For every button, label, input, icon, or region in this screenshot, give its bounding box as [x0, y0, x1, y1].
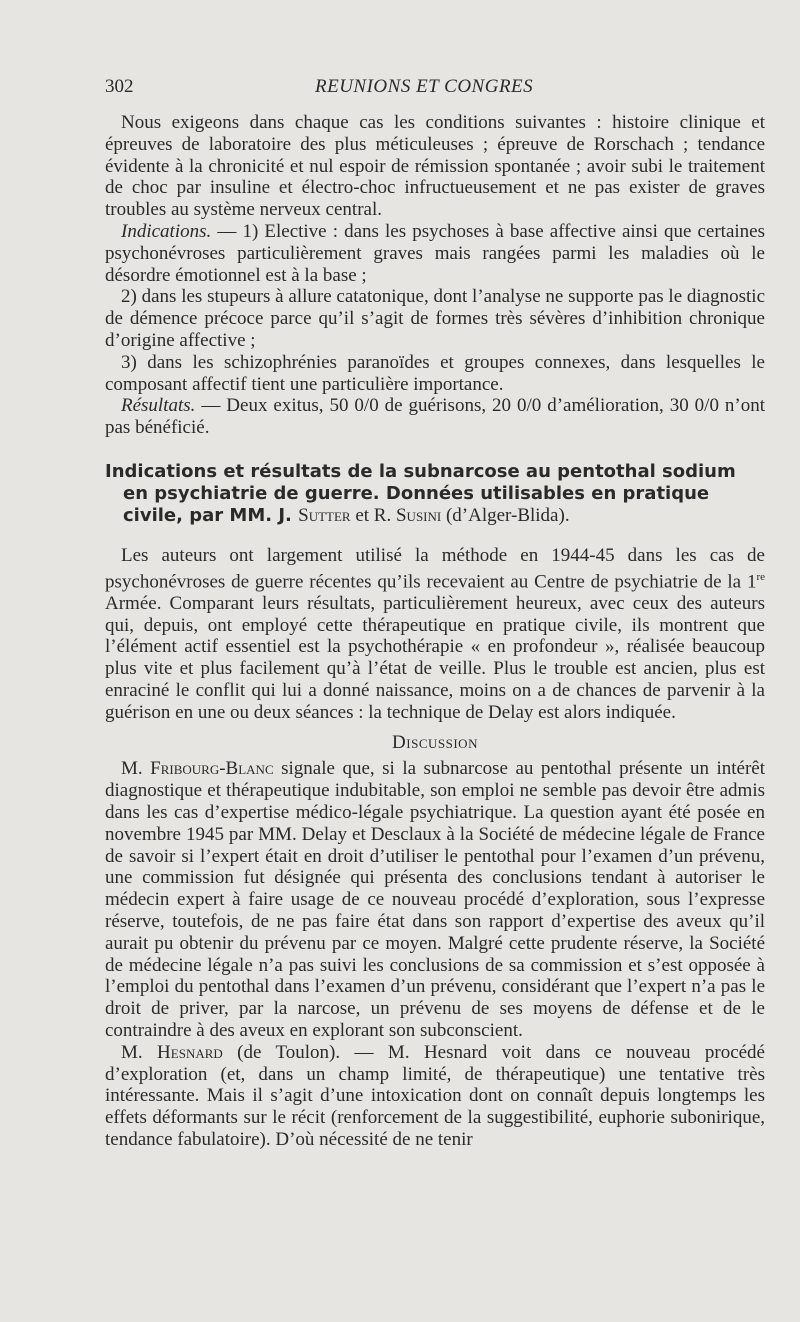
paragraph-fribourg-blanc: [105, 758, 765, 1041]
indications-label: Indications.: [121, 220, 212, 242]
section-title-text: Indications et résultats de la subnarcose au pentothal sodium en psychiatrie de guerre. Données utilisables en pratique civile, par MM. J.: [105, 460, 736, 526]
paragraph-resultats: [105, 395, 765, 439]
superscript-re: re: [756, 570, 765, 583]
paragraph-auteurs: [105, 545, 765, 724]
speaker1-prefix: M.: [121, 758, 151, 780]
speaker2-prefix: M.: [121, 1041, 158, 1063]
indications-text: — 1) Elective : dans les psychoses à base affective ainsi que certaines psychonévroses particulièrement graves mais rangées parmi les maladies où le désordre émotionnel est à la base ;: [105, 220, 765, 286]
paragraph-schizophrenies: 3) dans les schizophrénies paranoïdes et groupes connexes, dans lesquelles le composant affectif tient une particulière importance.: [105, 351, 765, 395]
speaker-hesnard: Hesnard: [157, 1041, 223, 1063]
page-header: [105, 76, 765, 102]
author-sutter: Sutter: [298, 504, 351, 526]
section-title-and: et R.: [350, 504, 396, 526]
fribourg-blanc-text: signale que, si la subnarcose au pentothal présente un intérêt diagnostique et thérapeutique indubitable, son emploi ne semble pas devoir être admis dans les cas d’expertise médico-légale psychiatrique. La question ayant été posée en novembre 1945 par MM. Delay et Desclaux à la Société de médecine légale de France de savoir si l’expert était en droit d’utiliser le pentothal pour l’examen d’un prévenu, une commission fut désignée qui présenta des conclusions tendant à autoriser le médecin expert à faire usage de ce nouveau procédé d’exploration, sous l’expresse réserve, toutefois, de ne pas faire état dans son rapport d’expertise des aveux qu’il aurait pu obtenir du prévenu par ce moyen. Malgré cette prudente réserve, la Société de médecine légale n’a pas suivi les conclusions de sa commission et s’est opposée à l’emploi du pentothal dans l’examen d’un prévenu, considérant que l’expert n’a pas le droit de priver, par la narcose, un prévenu de ses moyens de défense et de le contraindre à des aveux en explorant son subconscient.: [105, 758, 765, 1042]
page-body: [105, 112, 765, 1151]
speaker-fribourg-blanc: Fribourg-Blanc: [150, 758, 274, 780]
section-title: [105, 461, 765, 527]
paragraph-stupeurs: 2) dans les stupeurs à allure catatonique, dont l’analyse ne supporte pas le diagnostic de démence précoce parce qu’il s’agit de formes très sévères d’inhibition chronique d’origine affective ;: [105, 286, 765, 351]
auteurs-text-start: Les auteurs ont largement utilisé la méthode en 1944-45 dans les cas de psychonévroses de guerre récentes qu’ils recevaient au Centre de psychiatrie de la 1: [105, 544, 765, 593]
running-head: REUNIONS ET CONGRES: [315, 76, 534, 97]
auteurs-text-end: Armée. Comparant leurs résultats, particulièrement heureux, avec ceux des auteurs qui, depuis, ont employé cette thérapeutique en pratique civile, ils montrent que l’élément actif essentiel est la psychothérapie « en profondeur », réalisée beaucoup plus vite et plus facilement qu’à l’état de veille. Plus le trouble est ancien, plus est enraciné le conflit qui lui a donné naissance, moins on a de chances de parvenir à la guérison en une ou deux séances : la technique de Delay est alors indiquée.: [105, 592, 765, 723]
paragraph-hesnard: [105, 1042, 765, 1151]
author-susini: Susini: [395, 504, 442, 526]
resultats-text: — Deux exitus, 50 0/0 de guérisons, 20 0/0 d’amélioration, 30 0/0 n’ont pas bénéficié.: [105, 395, 765, 439]
paragraph-indications: [105, 221, 765, 286]
hesnard-text: (de Toulon). — M. Hesnard voit dans ce nouveau procédé d’exploration (et, dans un champ limité, de thérapeutique) une tentative très intéressante. Mais il s’agit d’une intoxication dont on connaît depuis longtemps les effets déformants sur le récit (renforcement de la suggestibilité, euphorie subonirique, tendance fabulatoire). D’où nécessité de ne tenir: [105, 1041, 765, 1150]
page-number: 302: [105, 76, 134, 97]
discussion-heading: Discussion: [392, 731, 478, 753]
resultats-label: Résultats.: [121, 395, 196, 417]
section-affiliation: (d’Alger-Blida).: [441, 504, 570, 526]
paragraph-conditions: Nous exigeons dans chaque cas les conditions suivantes : histoire clinique et épreuves de laboratoire des plus méticuleuses ; épreuve de Rorschach ; tendance évidente à la chronicité et nul espoir de rémission spontanée ; avoir subi le traitement de choc par insuline et électro-choc infructueusement et ne pas exister de graves troubles au système nerveux central.: [105, 112, 765, 221]
